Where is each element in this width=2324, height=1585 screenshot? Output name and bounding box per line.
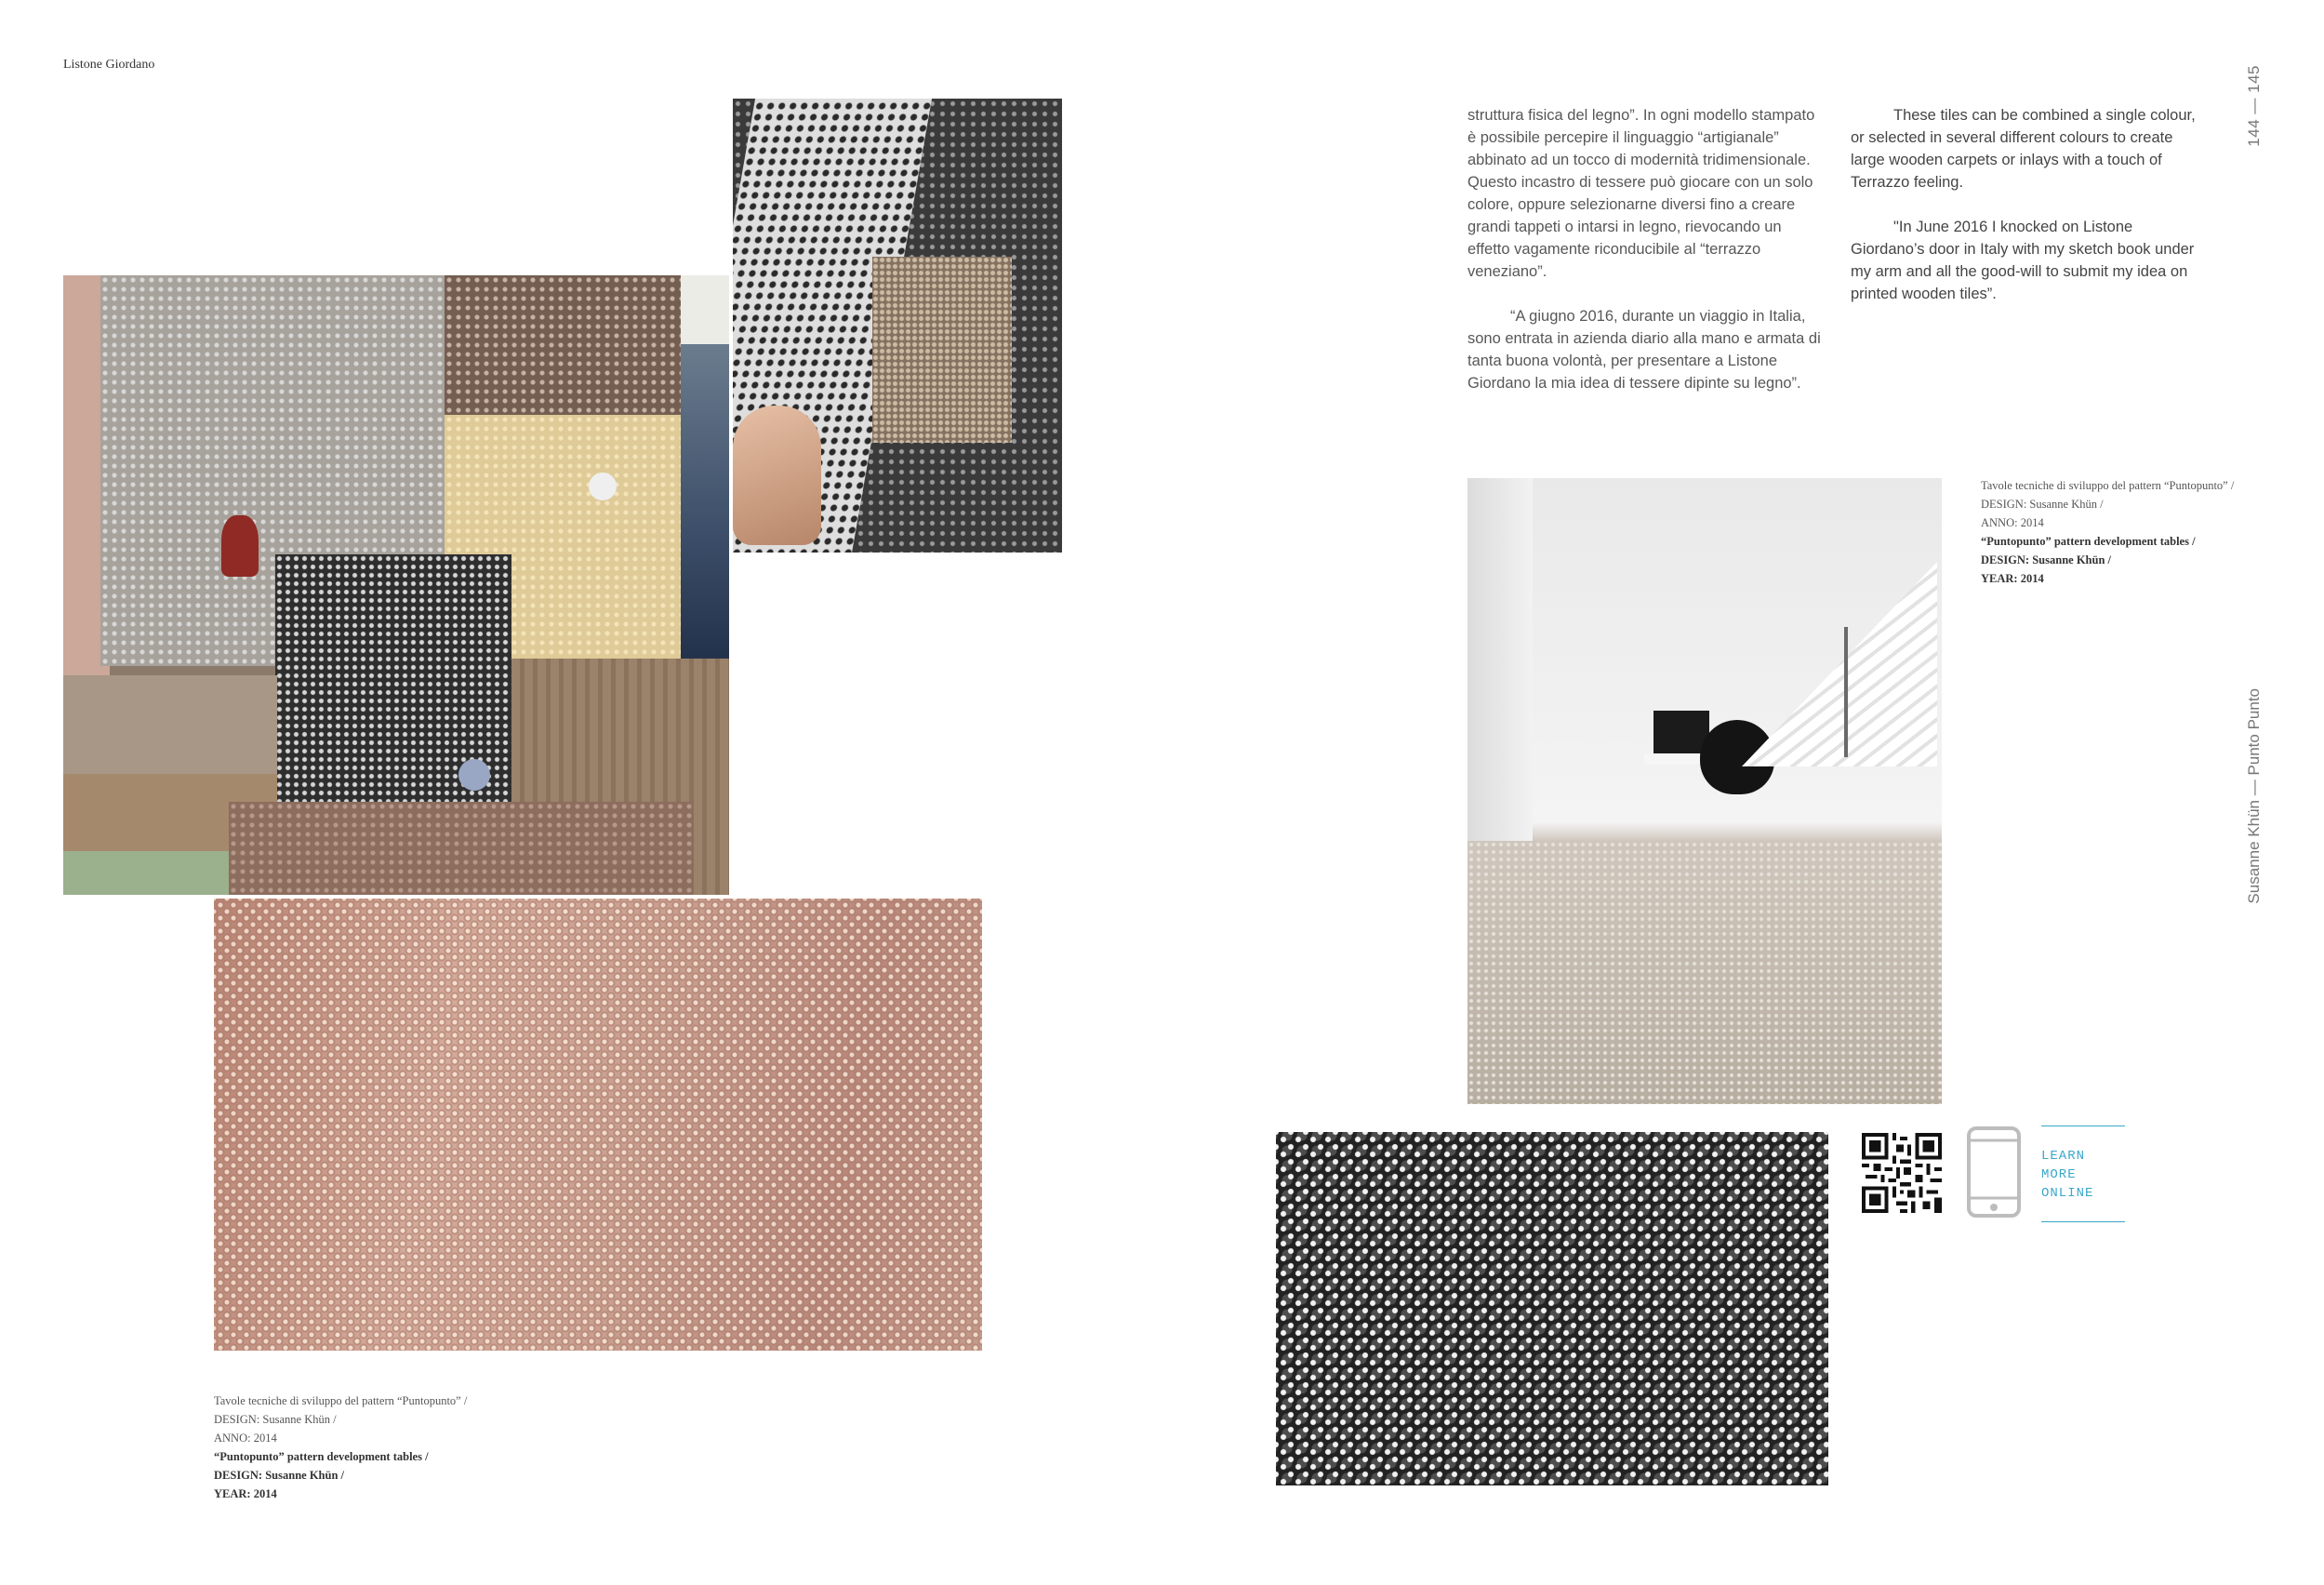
caption-line: DESIGN: Susanne Khün / <box>214 1469 344 1482</box>
pink-tile-closeup-photo <box>214 899 982 1351</box>
learn-more-line: ONLINE <box>2041 1186 2094 1201</box>
caption-line: ANNO: 2014 <box>1981 516 2044 529</box>
italian-text-column <box>1467 104 1821 417</box>
english-paragraph: These tiles can be combined a single colour, or selected in several different colours to create large wooden carpets or inlays with a touch of Terrazzo feeling. <box>1851 107 2196 191</box>
section-title: Susanne Khün — Punto Punto <box>2245 688 2263 904</box>
caption-line: DESIGN: Susanne Khün / <box>214 1413 337 1426</box>
smartphone-icon <box>1966 1125 2022 1219</box>
caption-right <box>1981 476 2316 588</box>
page-numbers: 144 — 145 <box>2245 65 2263 147</box>
board-collage-photo <box>63 275 729 895</box>
english-text-column <box>1851 104 2204 327</box>
learn-more-line: LEARN <box>2041 1149 2086 1164</box>
caption-line: DESIGN: Susanne Khün / <box>1981 553 2111 566</box>
caption-line: Tavole tecniche di sviluppo del pattern “Puntopunto” / <box>1981 479 2235 492</box>
caption-left <box>214 1392 586 1503</box>
learn-more-online-link[interactable] <box>2041 1125 2125 1222</box>
caption-line: ANNO: 2014 <box>214 1432 277 1445</box>
italian-paragraph: struttura fisica del legno”. In ogni modello stampato è possibile percepire il linguaggio “artigianale” abbinato ad un tocco di modernità tridimensionale. Questo incastro di tessere può giocare con un solo colore, oppure selezionarne diversi fino a creare grandi tappeti o intarsi in legno, rievocando un effetto vagamente riconducibile al “terrazzo veneziano”. <box>1467 107 1815 280</box>
caption-line: “Puntopunto” pattern development tables / <box>214 1450 429 1463</box>
black-dotted-tile-photo <box>1276 1132 1828 1485</box>
caption-line: “Puntopunto” pattern development tables / <box>1981 535 2196 548</box>
caption-line: YEAR: 2014 <box>1981 572 2044 585</box>
interior-staircase-photo <box>1467 478 1942 1104</box>
caption-line: DESIGN: Susanne Khün / <box>1981 498 2104 511</box>
italian-paragraph: “A giugno 2016, durante un viaggio in Italia, sono entrata in azienda diario alla mano e armata di tanta buona volontà, per presentare a Listone Giordano la mia idea di tessere dipinte su legno”. <box>1467 308 1821 392</box>
qr-code-icon[interactable] <box>1862 1133 1942 1213</box>
learn-more-line: MORE <box>2041 1167 2077 1182</box>
caption-line: Tavole tecniche di sviluppo del pattern “Puntopunto” / <box>214 1394 468 1407</box>
brand-name: Listone Giordano <box>63 58 155 72</box>
caption-line: YEAR: 2014 <box>214 1487 277 1500</box>
perforated-sheet-photo <box>733 99 1062 553</box>
english-paragraph: "In June 2016 I knocked on Listone Giordano’s door in Italy with my sketch book under my arm and all the good-will to submit my idea on printed wooden tiles”. <box>1851 219 2195 302</box>
